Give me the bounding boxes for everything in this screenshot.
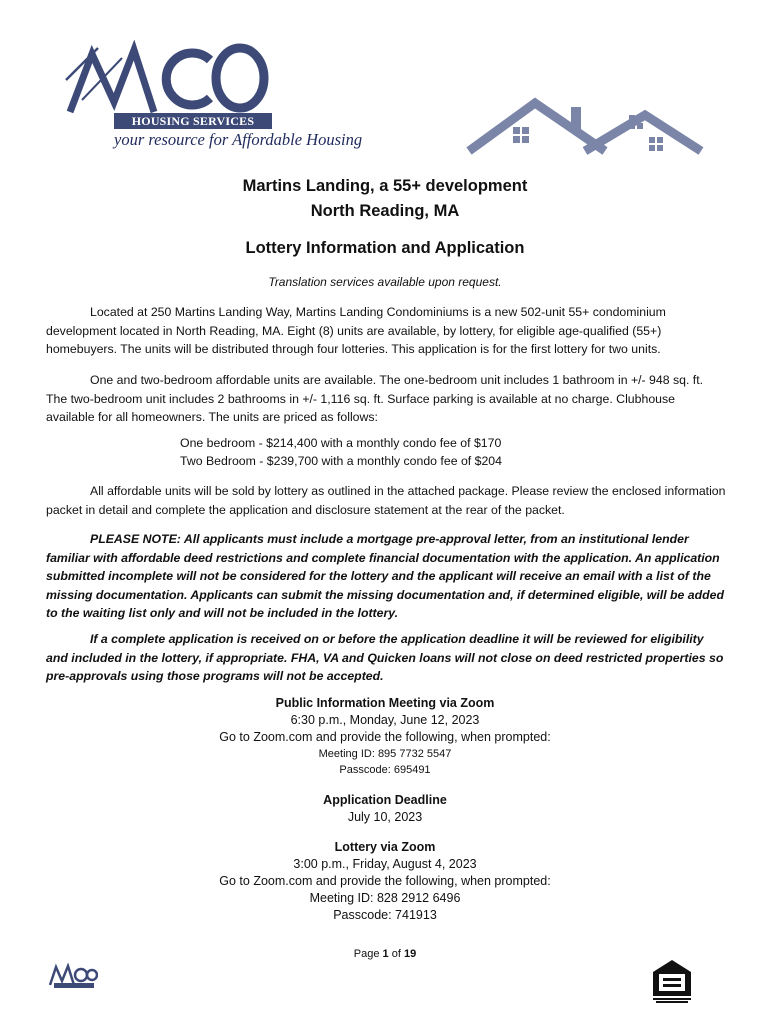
price-list xyxy=(180,434,502,470)
paragraph-lottery xyxy=(46,482,726,519)
paragraph-complete-application xyxy=(46,630,726,686)
paragraph-complete-application-text: If a complete application is received on or before the application deadline it will be reviewed for eligibility and included in the lottery, if appropriate. FHA, VA and Quicken loans will not close on deed restricted properties so pre-approvals using those programs will not be accepted. xyxy=(46,632,724,683)
mco-logo-icon xyxy=(62,40,382,115)
equal-housing-icon xyxy=(651,958,693,1004)
price-one-bedroom: One bedroom - $214,400 with a monthly condo fee of $170 xyxy=(180,436,502,450)
translation-note: Translation services available upon request. xyxy=(268,275,502,289)
meeting-time: 6:30 p.m., Monday, June 12, 2023 xyxy=(290,713,480,727)
meeting-instructions: Go to Zoom.com and provide the following, when prompted: xyxy=(219,730,551,744)
page-of: of xyxy=(388,948,404,960)
title-line-1: Martins Landing, a 55+ development xyxy=(242,177,528,195)
lottery-meeting-id: Meeting ID: 828 2912 6496 xyxy=(309,891,461,905)
paragraph-units xyxy=(46,371,726,427)
page-total: 19 xyxy=(403,948,417,960)
lottery-time: 3:00 p.m., Friday, August 4, 2023 xyxy=(293,857,477,871)
title-line-3: Lottery Information and Application xyxy=(245,239,525,257)
mco-mini-logo-icon xyxy=(48,963,98,989)
meeting-id: Meeting ID: 895 7732 5547 xyxy=(318,748,452,760)
lottery-heading: Lottery via Zoom xyxy=(334,840,436,854)
title-line-2: North Reading, MA xyxy=(310,202,460,220)
logo-band: HOUSING SERVICES xyxy=(114,113,272,129)
lottery-passcode: Passcode: 741913 xyxy=(333,908,437,922)
paragraph-lottery-text: All affordable units will be sold by lottery as outlined in the attached package. Please review the enclosed information packet in detail and complete the application and disclosure statement at the rear of the packet. xyxy=(46,484,726,517)
price-two-bedroom: Two Bedroom - $239,700 with a monthly condo fee of $204 xyxy=(180,454,502,468)
deadline-date: July 10, 2023 xyxy=(347,810,423,824)
meeting-passcode: Passcode: 695491 xyxy=(339,764,431,776)
deadline-heading: Application Deadline xyxy=(323,793,447,807)
lottery-instructions: Go to Zoom.com and provide the following, when prompted: xyxy=(219,874,551,888)
paragraph-intro xyxy=(46,303,726,359)
logo-tagline: your resource for Affordable Housing xyxy=(114,130,363,149)
houses-icon xyxy=(465,97,705,157)
page-current: 1 xyxy=(382,948,389,960)
paragraph-please-note xyxy=(46,530,726,623)
mco-logo xyxy=(62,40,382,155)
paragraph-units-text: One and two-bedroom affordable units are available. The one-bedroom unit includes 1 bathroom in +/- 948 sq. ft. The two-bedroom unit includes 2 bathrooms in +/- 1,116 sq. ft. Surface parking is available at no charge. Clubhouse available for all homeowners. The units are priced as follows: xyxy=(46,373,704,424)
page-prefix: Page xyxy=(353,948,383,960)
meeting-heading: Public Information Meeting via Zoom xyxy=(275,696,495,710)
paragraph-please-note-text: PLEASE NOTE: All applicants must include a mortgage pre-approval letter, from an institutional lender familiar with affordable deed restrictions and complete financial documentation with the application. An application submitted incomplete will not be considered for the lottery and the applicant will receive an email with a list of the missing documentation. Applicants can submit the missing documentation and, if determined eligible, will be added to the waiting list only and will not be included in the lottery. xyxy=(46,532,725,620)
paragraph-intro-text: Located at 250 Martins Landing Way, Martins Landing Condominiums is a new 502-unit 55+ condominium development located in North Reading, MA. Eight (8) units are available, by lottery, for eligible age-qualified (55+) homebuyers. The units will be distributed through four lotteries. This application is for the first lottery for two units. xyxy=(46,305,666,356)
